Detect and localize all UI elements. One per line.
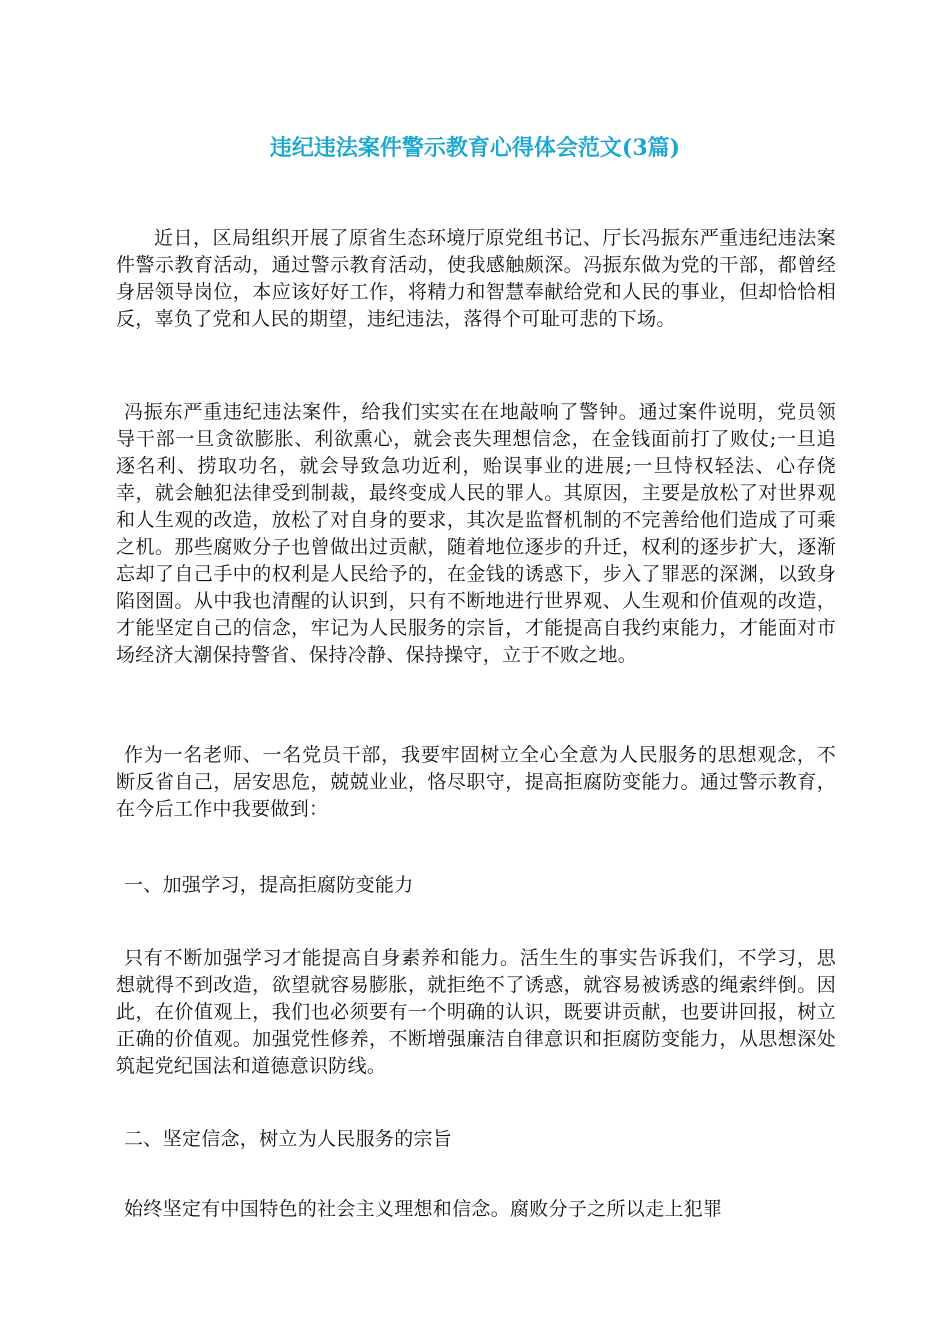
paragraph-belief: 始终坚定有中国特色的社会主义理想和信念。腐败分子之所以走上犯罪 <box>124 1198 723 1220</box>
document-title: 违纪违法案件警示教育心得体会范文(3篇) <box>269 135 681 161</box>
paragraph-study: 只有不断加强学习才能提高自身素养和能力。活生生的事实告诉我们，不学习，思想就得不到改造，欲望就容易膨胀，就拒绝不了诱惑，就容易被诱惑的绳索绊倒。因此，在价值观上，我们也必须要有一个明确的认识，既要讲贡献，也要讲回报，树立正确的价值观。加强党性修养，不断增强廉洁自律意识和拒腐防变能力，从思想深处筑起党纪国法和道德意识防线。 <box>116 947 836 1077</box>
paragraph-commitment: 作为一名老师、一名党员干部，我要牢固树立全心全意为人民服务的思想观念，不断反省自己，居安思危，兢兢业业，恪尽职守，提高拒腐防变能力。通过警示教育，在今后工作中我要做到： <box>116 744 836 820</box>
section-heading-2: 二、坚定信念，树立为人民服务的宗旨 <box>124 1128 453 1150</box>
section-heading-1: 一、加强学习，提高拒腐防变能力 <box>124 874 414 896</box>
paragraph-intro: 近日，区局组织开展了原省生态环境厅原党组书记、厅长冯振东严重违纪违法案件警示教育活动，通过警示教育活动，使我感触颇深。冯振东做为党的干部，都曾经身居领导岗位，本应该好好工作，将精力和智慧奉献给党和人民的事业，但却恰恰相反，辜负了党和人民的期望，违纪违法，落得个可耻可悲的下场。 <box>116 227 836 330</box>
paragraph-case-warning: 冯振东严重违纪违法案件，给我们实实在在地敲响了警钟。通过案件说明，党员领导干部一旦贪欲膨胀、利欲熏心，就会丧失理想信念，在金钱面前打了败仗;一旦追逐名利、捞取功名，就会导致急功近利，贻误事业的进展;一旦恃权轻法、心存侥幸，就会触犯法律受到制裁，最终变成人民的罪人。其原因，主要是放松了对世界观和人生观的改造，放松了对自身的要求，其次是监督机制的不完善给他们造成了可乘之机。那些腐败分子也曾做出过贡献，随着地位逐步的升迁，权利的逐步扩大，逐渐忘却了自己手中的权利是人民给予的，在金钱的诱惑下，步入了罪恶的深渊，以致身陷囹圄。从中我也清醒的认识到，只有不断地进行世界观、人生观和价值观的改造，才能坚定自己的信念，牢记为人民服务的宗旨，才能提高自我约束能力，才能面对市场经济大潮保持警省、保持冷静、保持操守，立于不败之地。 <box>116 401 836 666</box>
